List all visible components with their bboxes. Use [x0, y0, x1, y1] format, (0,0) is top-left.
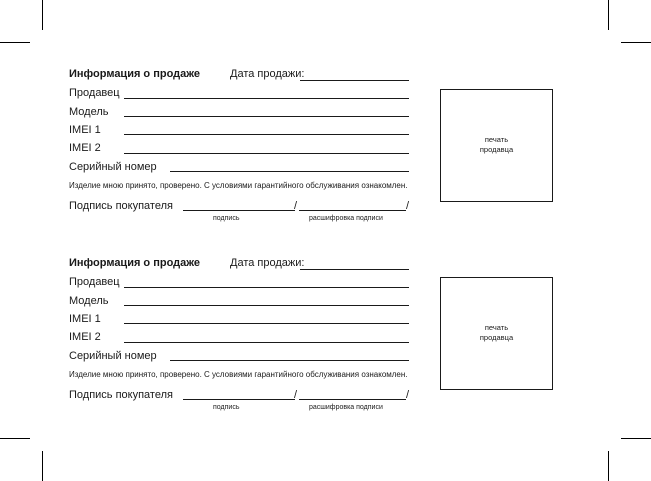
serial-field[interactable]: [170, 360, 409, 361]
stamp-label-line1: печать: [484, 135, 509, 144]
sale-info-form: [0, 68, 651, 253]
acceptance-text: Изделие мною принято, проверено. С условиями гарантийного обслуживания ознакомлен.: [69, 370, 408, 379]
signature-field[interactable]: [183, 210, 295, 211]
crop-mark: [608, 0, 609, 30]
model-label: Модель: [69, 295, 109, 307]
crop-mark: [0, 42, 30, 43]
stamp-label: [441, 323, 552, 343]
seller-label: Продавец: [69, 87, 120, 99]
imei1-label: IMEI 1: [69, 124, 101, 136]
model-field[interactable]: [124, 305, 409, 306]
sale-date-field[interactable]: [300, 269, 409, 270]
imei1-field[interactable]: [124, 323, 409, 324]
crop-mark: [621, 42, 651, 43]
seller-stamp-box: [440, 277, 553, 390]
imei2-field[interactable]: [124, 153, 409, 154]
signature-end-separator: /: [406, 200, 410, 212]
seller-field[interactable]: [124, 287, 409, 288]
form-header: Информация о продаже: [69, 68, 201, 80]
sale-date-label: Дата продажи:: [230, 257, 305, 269]
signature-separator: /: [294, 200, 298, 212]
seller-stamp-box: [440, 89, 553, 202]
decryption-caption: расшифровка подписи: [309, 215, 383, 222]
serial-label: Серийный номер: [69, 350, 157, 362]
signature-field[interactable]: [183, 399, 295, 400]
signature-label: Подпись покупателя: [69, 389, 173, 401]
signature-label: Подпись покупателя: [69, 200, 173, 212]
signature-caption: подпись: [213, 404, 240, 411]
decryption-field[interactable]: [299, 210, 406, 211]
imei2-field[interactable]: [124, 342, 409, 343]
stamp-label-line1: печать: [484, 323, 509, 332]
sale-info-form: [0, 257, 651, 442]
crop-mark: [608, 451, 609, 481]
form-header: Информация о продаже: [69, 257, 201, 269]
decryption-field[interactable]: [299, 399, 406, 400]
imei2-label: IMEI 2: [69, 142, 101, 154]
crop-mark: [42, 0, 43, 30]
imei1-label: IMEI 1: [69, 313, 101, 325]
stamp-label: [441, 135, 552, 155]
imei1-field[interactable]: [124, 134, 409, 135]
serial-field[interactable]: [170, 171, 409, 172]
model-field[interactable]: [124, 116, 409, 117]
sale-date-field[interactable]: [300, 80, 409, 81]
sale-date-label: Дата продажи:: [230, 68, 305, 80]
imei2-label: IMEI 2: [69, 331, 101, 343]
serial-label: Серийный номер: [69, 161, 157, 173]
stamp-label-line2: продавца: [479, 333, 514, 342]
stamp-label-line2: продавца: [479, 145, 514, 154]
seller-label: Продавец: [69, 276, 120, 288]
acceptance-text: Изделие мною принято, проверено. С условиями гарантийного обслуживания ознакомлен.: [69, 181, 408, 190]
model-label: Модель: [69, 106, 109, 118]
signature-end-separator: /: [406, 389, 410, 401]
crop-mark: [42, 451, 43, 481]
signature-separator: /: [294, 389, 298, 401]
decryption-caption: расшифровка подписи: [309, 404, 383, 411]
signature-caption: подпись: [213, 215, 240, 222]
seller-field[interactable]: [124, 98, 409, 99]
